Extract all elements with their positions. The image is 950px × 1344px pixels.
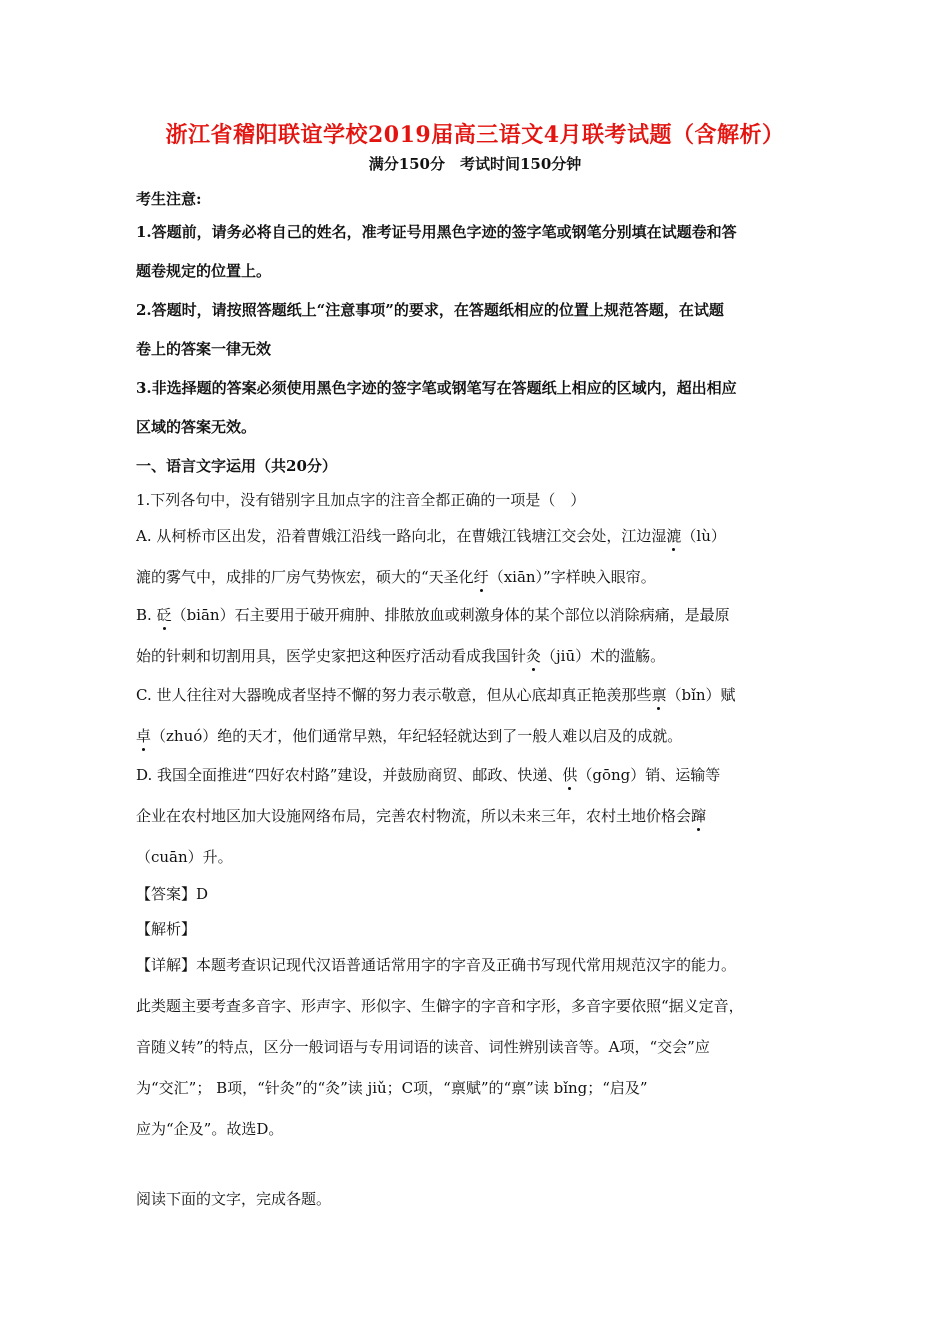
analysis-detail-4: 为“交汇”； B项，“针灸”的“灸”读 jiǔ；C项，“禀赋”的“禀”读 bǐng；“启及”	[136, 1079, 648, 1097]
notice-item-2-cont: 卷上的答案一律无效	[136, 340, 272, 358]
analysis-detail-1: 【详解】本题考查识记现代汉语普通话常用字的字音及正确书写现代常用规范汉字的能力。	[136, 956, 737, 974]
pinyin-note: （gōng）销、运输等	[577, 766, 721, 784]
exam-meta: 满分150分 考试时间150分钟	[368, 155, 582, 173]
option-b-text: B.	[136, 606, 157, 624]
option-d-text: D. 我国全面推进“四好农村路”建设，并鼓励商贸、邮政、快递、	[136, 766, 563, 784]
dotted-char: 禀	[651, 686, 667, 704]
option-c-text: C. 世人往往对大器晚成者坚持不懈的努力表示敬意，但从心底却真正艳羡那些	[136, 686, 652, 704]
section-heading: 一、语言文字运用（共20分）	[136, 457, 337, 475]
pinyin-note: （biān）石主要用于破开痈肿、排脓放血或刺激身体的某个部位以消除病痛，是最原	[171, 606, 730, 624]
option-d-line-2	[136, 805, 826, 826]
option-d-text: 企业在农村地区加大设施网络布局，完善农村物流，所以未来三年，农村土地价格会	[136, 807, 692, 825]
option-a-text: 漉的雾气中，成排的厂房气势恢宏，硕大的“天圣化	[136, 568, 474, 586]
dotted-char: 蹿	[691, 807, 707, 825]
option-c-line-1	[136, 684, 826, 705]
answer: 【答案】D	[136, 885, 209, 903]
pinyin-note: （zhuó）绝的天才，他们通常早熟，年纪轻轻就达到了一般人难以启及的成就。	[151, 727, 683, 745]
option-a-text: A. 从柯桥市区出发，沿着曹娥江沿线一路向北，在曹娥江钱塘江交会处，江边湿	[136, 527, 667, 545]
option-a-line-1	[136, 525, 826, 546]
dotted-char: 灸	[526, 647, 542, 665]
page-title: 浙江省稽阳联谊学校2019届高三语文4月联考试题（含解析）	[165, 122, 785, 148]
option-b-line-2	[136, 645, 826, 666]
notice-item-3-cont: 区域的答案无效。	[136, 418, 257, 436]
pinyin-note: （xiān）”字样映入眼帘。	[488, 568, 656, 586]
dotted-char: 卓	[136, 727, 152, 745]
dotted-char: 纡	[473, 568, 489, 586]
option-d-line-3: （cuān）升。	[136, 848, 233, 866]
pinyin-note: （jiū）术的滥觞。	[541, 647, 666, 665]
notice-item-1: 1.答题前，请务必将自己的姓名，准考证号用黑色字迹的签字笔或钢笔分别填在试题卷和答	[136, 223, 737, 241]
notice-item-3: 3.非选择题的答案必须使用黑色字迹的签字笔或钢笔写在答题纸上相应的区域内，超出相应	[136, 379, 737, 397]
notice-heading: 考生注意:	[136, 190, 202, 208]
dotted-char: 供	[562, 766, 578, 784]
question-stem: 1.下列各句中，没有错别字且加点字的注音全都正确的一项是（ ）	[136, 491, 586, 509]
notice-item-1-cont: 题卷规定的位置上。	[136, 262, 272, 280]
analysis-detail-5: 应为“企及”。故选D。	[136, 1120, 284, 1138]
reading-prompt: 阅读下面的文字，完成各题。	[136, 1190, 332, 1208]
option-c-line-2	[136, 725, 826, 746]
option-b-text: 始的针刺和切割用具，医学史家把这种医疗活动看成我国针	[136, 647, 527, 665]
analysis-detail-3: 音随义转”的特点，区分一般词语与专用词语的读音、词性辨别读音等。A项，“交会”应	[136, 1038, 710, 1056]
pinyin-note: （lù）	[681, 527, 726, 545]
notice-item-2: 2.答题时，请按照答题纸上“注意事项”的要求，在答题纸相应的位置上规范答题，在试题	[136, 301, 724, 319]
dotted-char: 砭	[156, 606, 172, 624]
analysis-detail-2: 此类题主要考查多音字、形声字、形似字、生僻字的字音和字形，多音字要依照“据义定音，	[136, 997, 744, 1015]
pinyin-note: （bǐn）赋	[666, 686, 736, 704]
analysis-label: 【解析】	[136, 920, 197, 938]
dotted-char: 漉	[666, 527, 682, 545]
option-d-line-1	[136, 764, 826, 785]
option-b-line-1	[136, 604, 826, 625]
option-a-line-2	[136, 566, 826, 587]
